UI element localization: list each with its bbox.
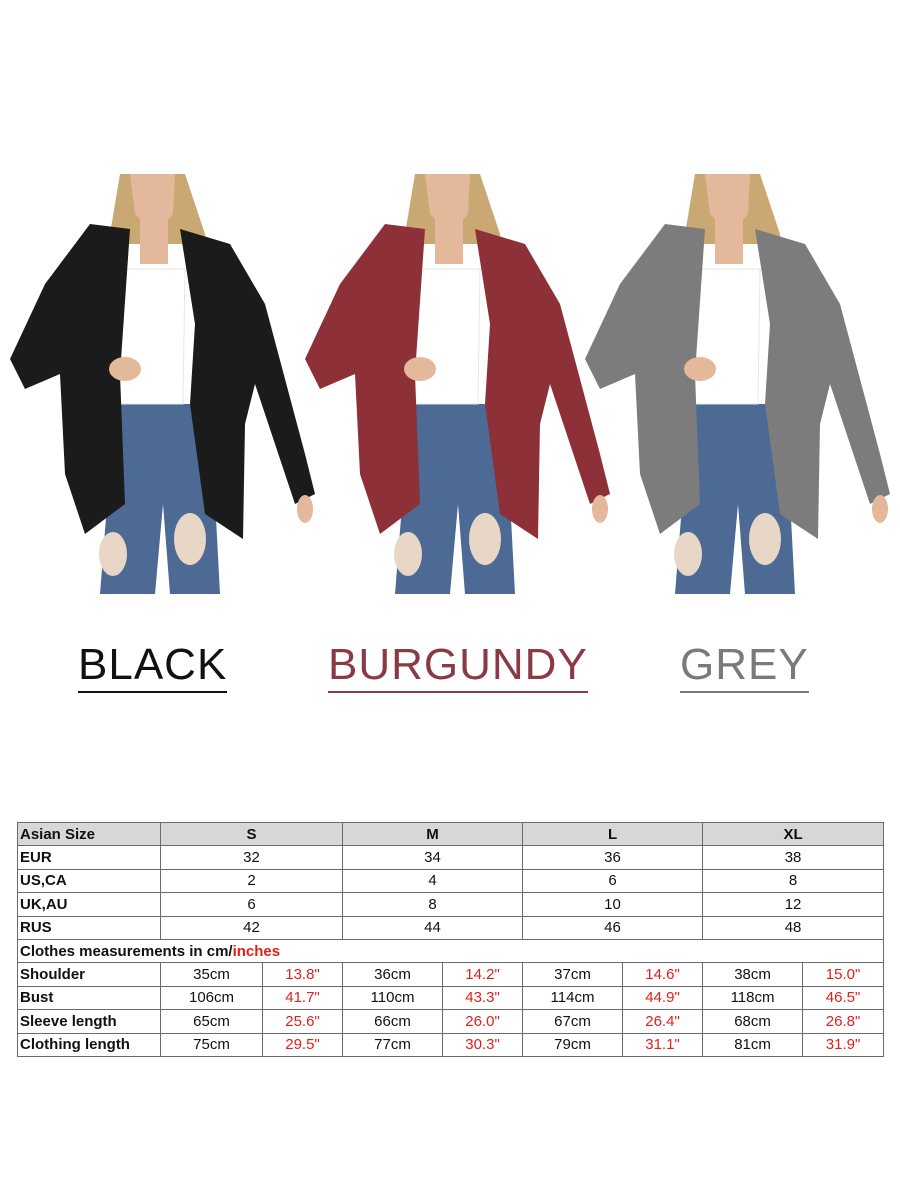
cm-value-cell: 110cm — [343, 986, 443, 1009]
size-header-cell: S — [161, 823, 343, 846]
row-label: RUS — [18, 916, 161, 939]
row-label: UK,AU — [18, 893, 161, 916]
inch-value-cell: 44.9" — [623, 986, 703, 1009]
inch-value-cell: 15.0" — [803, 963, 884, 986]
table-row — [18, 846, 884, 869]
cm-value-cell: 37cm — [523, 963, 623, 986]
size-value-cell: 34 — [343, 846, 523, 869]
size-value-cell: 6 — [523, 869, 703, 892]
size-value-cell: 6 — [161, 893, 343, 916]
table-row — [18, 1033, 884, 1056]
size-value-cell: 36 — [523, 846, 703, 869]
cm-value-cell: 118cm — [703, 986, 803, 1009]
inch-value-cell: 26.0" — [443, 1010, 523, 1033]
row-label: Asian Size — [18, 823, 161, 846]
size-header-cell: XL — [703, 823, 884, 846]
table-row — [18, 963, 884, 986]
size-value-cell: 44 — [343, 916, 523, 939]
size-value-cell: 8 — [343, 893, 523, 916]
color-label-text: BURGUNDY — [328, 640, 588, 689]
model-photo-burgundy — [300, 174, 610, 594]
cardigan-illustration-black — [5, 174, 315, 594]
size-value-cell: 42 — [161, 916, 343, 939]
inch-value-cell: 26.8" — [803, 1010, 884, 1033]
cm-value-cell: 114cm — [523, 986, 623, 1009]
color-underline — [328, 691, 588, 693]
table-row — [18, 986, 884, 1009]
size-value-cell: 8 — [703, 869, 884, 892]
cm-value-cell: 75cm — [161, 1033, 263, 1056]
color-underline — [680, 691, 809, 693]
color-label-text: GREY — [680, 640, 809, 689]
size-value-cell: 12 — [703, 893, 884, 916]
row-label: Sleeve length — [18, 1010, 161, 1033]
table-header-row — [18, 823, 884, 846]
size-value-cell: 4 — [343, 869, 523, 892]
cm-value-cell: 38cm — [703, 963, 803, 986]
inch-value-cell: 43.3" — [443, 986, 523, 1009]
cm-value-cell: 66cm — [343, 1010, 443, 1033]
model-photo-grey — [580, 174, 890, 594]
table-row — [18, 916, 884, 939]
note-highlight: inches — [232, 942, 281, 960]
inch-value-cell: 14.2" — [443, 963, 523, 986]
cm-value-cell: 106cm — [161, 986, 263, 1009]
color-underline — [78, 691, 227, 693]
cm-value-cell: 68cm — [703, 1010, 803, 1033]
size-value-cell: 32 — [161, 846, 343, 869]
cm-value-cell: 36cm — [343, 963, 443, 986]
size-value-cell: 10 — [523, 893, 703, 916]
table-row — [18, 939, 884, 962]
inch-value-cell: 41.7" — [263, 986, 343, 1009]
row-label: Bust — [18, 986, 161, 1009]
size-header-cell: L — [523, 823, 703, 846]
cardigan-illustration-grey — [580, 174, 890, 594]
inch-value-cell: 25.6" — [263, 1010, 343, 1033]
color-label-text: BLACK — [78, 640, 228, 689]
inch-value-cell: 26.4" — [623, 1010, 703, 1033]
inch-value-cell: 31.9" — [803, 1033, 884, 1056]
inch-value-cell: 29.5" — [263, 1033, 343, 1056]
size-value-cell: 2 — [161, 869, 343, 892]
note-text: Clothes measurements in cm/ — [20, 942, 233, 960]
size-value-cell: 48 — [703, 916, 884, 939]
table-row — [18, 869, 884, 892]
cm-value-cell: 79cm — [523, 1033, 623, 1056]
cardigan-illustration-burgundy — [300, 174, 610, 594]
table-row — [18, 1010, 884, 1033]
size-header-cell: M — [343, 823, 523, 846]
table-row — [18, 893, 884, 916]
cm-value-cell: 65cm — [161, 1010, 263, 1033]
inch-value-cell: 46.5" — [803, 986, 884, 1009]
row-label: US,CA — [18, 869, 161, 892]
size-value-cell: 38 — [703, 846, 884, 869]
inch-value-cell: 13.8" — [263, 963, 343, 986]
row-label: Clothing length — [18, 1033, 161, 1056]
cm-value-cell: 35cm — [161, 963, 263, 986]
cm-value-cell: 81cm — [703, 1033, 803, 1056]
size-chart-table — [17, 822, 884, 1057]
size-value-cell: 46 — [523, 916, 703, 939]
cm-value-cell: 67cm — [523, 1010, 623, 1033]
color-option-burgundy — [328, 640, 588, 690]
inch-value-cell: 30.3" — [443, 1033, 523, 1056]
color-option-grey — [680, 640, 809, 690]
cm-value-cell: 77cm — [343, 1033, 443, 1056]
row-label: EUR — [18, 846, 161, 869]
inch-value-cell: 14.6" — [623, 963, 703, 986]
inch-value-cell: 31.1" — [623, 1033, 703, 1056]
row-label: Shoulder — [18, 963, 161, 986]
measurement-note — [18, 939, 884, 962]
color-option-black — [78, 640, 227, 690]
model-photo-black — [5, 174, 315, 594]
